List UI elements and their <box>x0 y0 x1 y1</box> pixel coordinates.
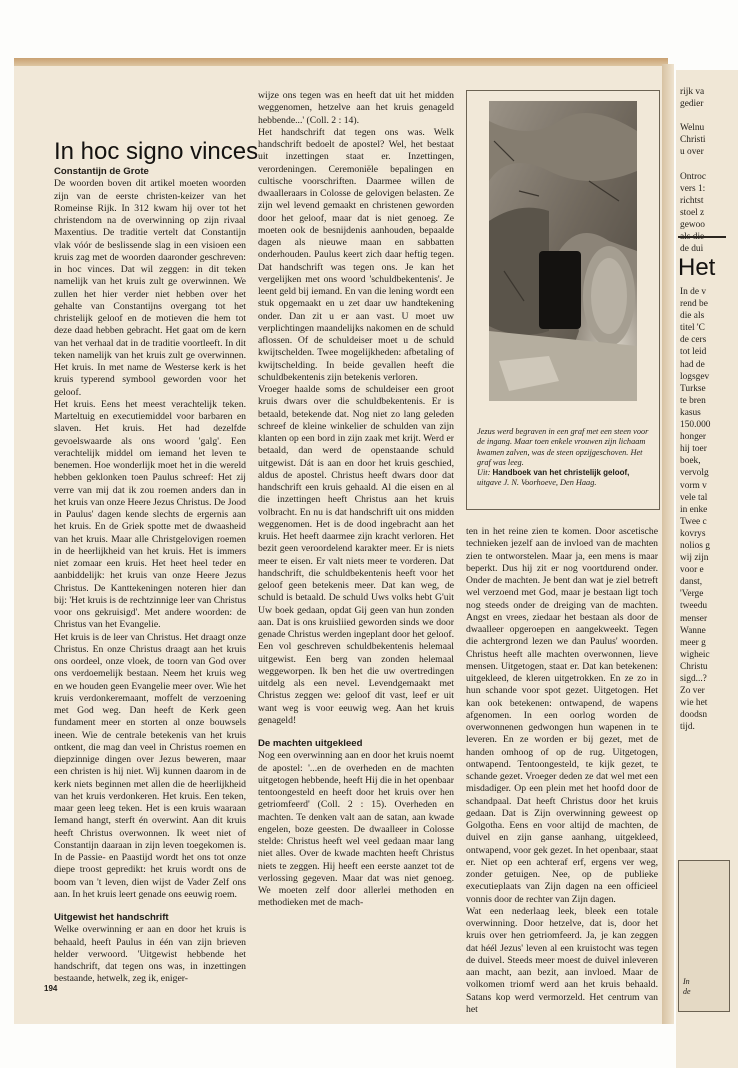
text-line: Turkse <box>680 383 706 394</box>
text-line: die als <box>680 311 705 322</box>
article-title: In hoc signo vinces <box>54 138 259 165</box>
paragraph: Wat een nederlaag leek, bleek een totale overwinning. Door hetzelve, dat is, door het kruis over hen getriomfeerd. Ja, je kan zeggen dat héél Jezus' leven al een kruistocht was tegen de duivel. Steeds meer moest de duivel inleveren aan macht, aan bezit, aan invloed. Maar de volkomen triomf werd aan het kruis behaald. Satans kop werd vermorzeld. Het centrum van het <box>466 905 658 1015</box>
text-line: menser <box>680 613 708 624</box>
text-line: stoel z <box>680 207 705 218</box>
text-line: Zo ver <box>680 686 705 697</box>
text-line: meer g <box>680 637 706 648</box>
text-line: In de v <box>680 287 707 297</box>
paragraph: Het handschrift dat tegen ons was. Welk handschrift bedoelt de apostel? Wel, het bestaat uit inzettingen staat er. Inzettingen, verordeningen. Ceremoniële bepalingen en cultische voorschriften. Daarmee willen de dwaalleraars in Colosse de gelovigen belasten. Ze zijn wel levend gemaakt en christenen geworden door het geloof, maar dat is niet genoeg. Ze moeten ook de besnijdenis aanhouden, bepaalde dagen als nieuwe maan en sabbatten onderhouden. Paulus keert zich daar heftig tegen. Dat handschrift was tegen ons. Je kan het vergelijken met ons woord 'schuldbekentenis'. Je leent geld bij iemand. En van die lening wordt een stuk opgemaakt en u zet daar uw handtekening onder. Dan zit u er aan vast. U moet uw verplichtingen maandelijks nakomen en de schuld aflossen. Of de schuldeiser moet u de schuld kwijtschelden. Twee mogelijkheden: afbetaling of kwijtschelding. In beide gevallen heeft die schuldbekentenis zijn betekenis verloren. <box>258 126 454 383</box>
section-heading: De machten uitgekleed <box>258 738 363 749</box>
next-page-photo <box>678 860 730 1012</box>
next-page-rule <box>678 236 726 238</box>
text-line: te bren <box>680 395 706 406</box>
photo-caption <box>477 427 649 489</box>
paragraph: Het kruis. Eens het meest verachtelijk teken. Marteltuig en executiemiddel voor barbaren en slaven. Het kruis. Het had dezelfde gevoelswaarde als ons woord 'galg'. Een verachtelijk middel om iemand het leven te benemen. Hoe wonderlijk moet het in die wereld hebben geklonken toen Paulus schreef: Het zij verre van mij dat ik zou roemen anders dan in het kruis van onze Heere Jezus Christus. De Jood in Paulus' dagen kende slechts de ergernis aan het kruis. En de Griek spotte met de dwaasheid van het kruis. Maar alle Christgelovigen roemen in de heerlijkheid van het kruis. Het is immers niet zomaar een kruis. Het heet heel teder en aanbiddelijk: het kruis van onze Heere Jezus Christus. De Kanttekeningen noteren hier dan bij: 'Het kruis is de rechtzinnige leer van Christus voor ons gekruisigd'. Met andere woorden: de Christus van het Evangelie. <box>54 398 246 631</box>
text-line: gedier <box>680 99 704 110</box>
paragraph: wijze ons tegen was en heeft dat uit het midden weggenomen, hetzelve aan het kruis genageld hebbende...' (Coll. 2 : 14). <box>258 90 454 126</box>
paragraph: De woorden boven dit artikel moeten woorden zijn van de eerste christen-keizer van het Romeinse Rijk. In 312 kwam hij over tot het christendom na de overwinning op zijn rivaal Maxentius. De traditie vertelt dat Constantijn vlak vóór de beslissende slag in een visioen een kruis zag met de woorden daaronder geschreven: in hoc vinces. Dat wil zeggen: in dit teken namelijk van het kruis zult ge overwinnen. We zullen het hier verder niet hebben over het gehalte van Constantijns overgang tot het christelijk geloof en de motieven die hem tot deze daad hebben gebracht. Het gaat om de kern van het verhaal dat in de traditie voortleeft. In dit teken namelijk van het kruis zult ge overwinnen. Het kruis. In met name de Westerse kerk is het kruis typerend symbool geworden voor het geloof. <box>54 178 246 398</box>
text-line: kasus <box>680 407 701 418</box>
next-page-top-text <box>680 86 706 255</box>
text-line: wigheic <box>680 649 710 660</box>
page-number: 194 <box>44 984 58 993</box>
text-line: Twee c <box>680 516 707 527</box>
text-line: doodsn <box>680 710 708 721</box>
text-line: hij toer <box>680 444 707 455</box>
text-line: voor e <box>680 565 704 576</box>
text-line: In <box>683 977 690 986</box>
article-column-1 <box>54 166 246 985</box>
text-line: tot leid <box>680 347 707 358</box>
next-page-photo-caption <box>683 977 691 997</box>
text-line: had de <box>680 359 705 370</box>
text-line <box>680 110 706 122</box>
credit-publisher: uitgave J. N. Voorhoeve, Den Haag. <box>477 478 597 488</box>
next-page-body-text <box>680 286 710 733</box>
text-line: honger <box>680 432 707 443</box>
text-line: vers 1: <box>680 183 706 194</box>
text-line: rend be <box>680 299 708 310</box>
text-line: de <box>683 987 691 996</box>
paragraph: ten in het reine zien te komen. Door ascetische technieken jezelf aan de invloed van de machten zien te ontworstelen. Maar ja, een mens is maar beperkt. Dus hij zit er nog voortdurend onder. Onder de machten. Je bent dan wat je ziel betreft wel verzoend met God, maar je bestaan ligt toch nog steeds onder de dreiging van de machten. Angst en vrees, ziedaar het bestaan als door de dwaalleer opgeroepen en aangekweekt. Tegen die achtergrond lezen we dan Paulus' woorden. Christus heeft alle machten overwonnen, lieve mensen. Uitgetogen, staat er. Dat kan betekenen: uitgekleed, de kleren uitgetrokken. En ze zo in hun schande voor spot gezet. Uitgetogen. Het kan ook betekenen: ontwapend, de wapens afgenomen. In een oorlog worden de overwonnenen gedwongen hun wapenen in te leveren. En ze worden er bij gezet, met de handen omhoog of op de rug. Uitgetogen, ontwapend. Tentoongesteld, te kijk gezet, te schande gezet. Vroeger deden ze dat wel met een misdadiger. Op een plein met het hoofd door de schandpaal. Dat heeft Christus door het kruis gedaan. Dat is Zijn overwinning geweest op Golgotha. Eens en voor altijd de machten, de duivel en zijn ganse aanhang, uitgekleed, ontwapend, voor gek gezet. In het openbaar, staat er. Niet op een achteraf erf, ergens ver weg, zonder getuigen. Nee, op de publieke executieplaats van Zijn dagen na een officieel vonnis door de rechter van Zijn dagen. <box>466 526 658 905</box>
text-line: vervolg <box>680 468 709 479</box>
text-line: sigd...? <box>680 674 707 684</box>
text-line: gewoo <box>680 220 705 231</box>
article-column-2 <box>258 90 454 976</box>
section-heading: Uitgewist het handschrift <box>54 912 169 923</box>
paragraph: Het kruis is de leer van Christus. Het draagt onze Christus. En onze Christus draagt aan het kruis ons oordeel, onze vloek, de toorn van God over ons verdoemelijk bestaan. Neem het kruis weg en we houden geen Evangelie meer over. Wie het kruis verdonkeremaant, moffelt de verzoening met God weg. Dan heeft de Kerk geen fundament meer en storten al onze bouwsels ineen. Wie de centrale betekenis van het kruis ontkent, die mag dan veel in Christus roemen en diepzinnige dingen over Jezus beweren, maar een christen is hij niet. Wij kunnen daarom in de kerk niets beginnen met allen die de heerlijkheid van het kruis verdonkeren. Het kruis. Een teken, maar geen leeg teken. Het is een kruis waaraan Iemand hangt, sterft én overwint. Aan dit kruis heeft Christus overwonnen. Ik weet niet of Constantijn daaraan in zijn leven toegekomen is. In de Passie- en Paastijd wordt het ons tot onze diepe troost gepredikt: het kruis wordt ons de boom van 't leven, dien wijst de Vader Zelf ons aan. In het kruis leert genade ons eeuwig roem. <box>54 631 246 900</box>
text-line: Christi <box>680 135 706 146</box>
text-line: de dui <box>680 244 704 255</box>
text-line: rijk va <box>680 87 705 97</box>
paragraph: Welke overwinning er aan en door het kruis is behaald, heeft Paulus in één van zijn brieven helder verwoord. 'Uitgewist hebbende het handschrift, dat tegen ons was, in inzettingen bestaande, hetwelk, zeg ik, eniger- <box>54 924 246 985</box>
text-line: vorm v <box>680 480 707 491</box>
text-line: logsgev <box>680 371 710 382</box>
text-line: 150.000 <box>680 420 711 431</box>
text-line: Welnu <box>680 123 705 134</box>
text-line: danst, <box>680 577 703 588</box>
text-line: vele tal <box>680 492 708 503</box>
text-line: Wanne <box>680 625 706 636</box>
text-line: richtst <box>680 195 704 206</box>
text-line: tweedu <box>680 601 708 612</box>
credit-prefix: Uit: <box>477 468 493 478</box>
page-spine <box>662 64 674 1024</box>
text-line: u over <box>680 147 704 158</box>
text-line: wij zijn <box>680 553 709 564</box>
next-page-edge <box>676 70 738 1068</box>
text-line: de cers <box>680 335 707 346</box>
text-line: Christu <box>680 661 708 672</box>
text-line <box>680 159 706 171</box>
tomb-entrance <box>539 251 581 329</box>
text-line: Ontroc <box>680 171 707 182</box>
article-column-3 <box>466 526 658 1015</box>
next-page-title: Het <box>678 254 716 281</box>
tomb-photo <box>489 101 637 401</box>
text-line: boek, <box>680 456 701 467</box>
section-heading: Constantijn de Grote <box>54 166 149 177</box>
text-line: kovrys <box>680 528 706 539</box>
photo-box <box>466 90 660 510</box>
text-line: wie het <box>680 698 708 709</box>
paragraph: Vroeger haalde soms de schuldeiser een groot kruis dwars over die schuldbekentenis. Er is betaald, betekende dat. Nog niet zo lang geleden schreef de kleine winkelier de schulden van zijn klanten op een bord in zijn zaak met krijt. Werd er betaald, dan werd de openstaande schuld uitgewist. Dát is aan en door het kruis geschied, aldus de apostel. Christus heeft dwars door dat handschrift een kruis gehaald. Al die eisen en al die inzettingen heeft Christus aan het kruis volbracht. En nu is dat handschrift uit ons midden weggenomen. Het is de dood ingebracht aan het kruis. Het heeft daarmee zijn kracht verloren. Het bezit geen veroordelend karakter meer. Er is niets meer te eisen. Er valt niets meer te vorderen. Dat handschrift, die schuldbekentenis heeft voor het geloof geen betekenis meer. Dat kan weg, de schuld is betaald. De schuld Uws volks hebt G'uit Uw boek gedaan, opdat Gij geen van hun zonden aan. Dat is ons kruisliied geworden sinds we door genade Christus werden ingeplant door het geloof. Een vol geschreven schuldbekentenis helemaal uitgewist. Een berg van zonden helemaal weggeworpen. Ik ben het die uw overtredingen uitdelg als een nevel. Levendgemaakt met Christus zeggen we: geloof dit vast, leef er uit want weg is voor eeuwig weg. Aan het kruis genageld! <box>258 384 454 726</box>
text-line: in enke <box>680 504 708 515</box>
credit-book: Handboek van het christelijk geloof, <box>492 468 630 478</box>
text-line: nolios g <box>680 540 710 551</box>
text-line: titel 'C <box>680 323 705 334</box>
text-line: 'Verge <box>680 589 704 600</box>
text-line: tijd. <box>680 722 695 733</box>
paragraph: Nog een overwinning aan en door het kruis noemt de apostel: '...en de overheden en de machten uitgetogen hebbende, heeft Hij die in het openbaar tentoongesteld en heeft door het kruis over hen getriomfeerd' (Coll. 2 : 15). Overheden en machten. Te denken valt aan de satan, aan kwade engelen, boze geesten. De dwaalleer in Colosse stelde: Christus heeft wel veel gedaan maar lang niet alles. Over de kwade machten heeft Christus niets te zeggen. Hij heeft een eerste aanzet tot de verlossing gegeven. Maar dat was niet genoeg. We moeten zelf door allerlei methoden en methodieken met de mach- <box>258 750 454 909</box>
caption-text: Jezus werd begraven in een graf met een steen voor de ingang. Maar toen enkele vrouwen zijn lichaam kwamen zalven, was de steen opzijgeschoven. Het graf was leeg. <box>477 427 649 467</box>
